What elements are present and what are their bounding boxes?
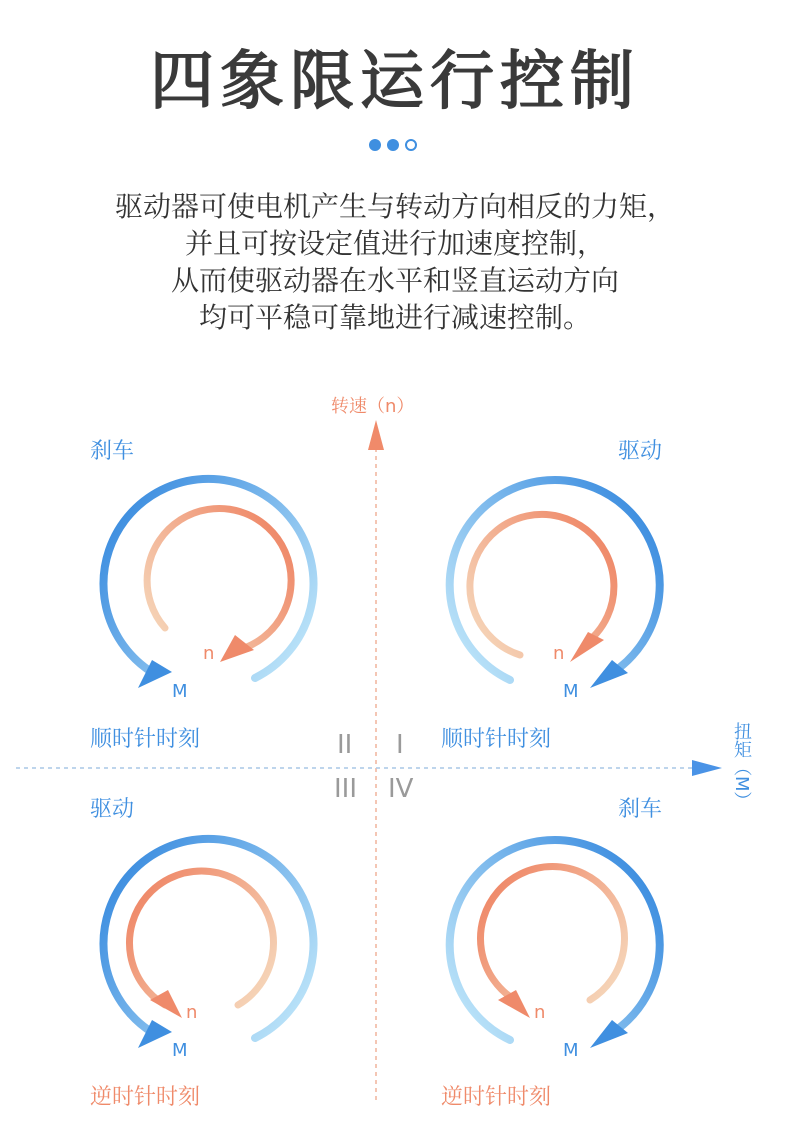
quadrant-3-m-label: M xyxy=(172,1040,188,1061)
quadrant-4-n-label: n xyxy=(534,1002,546,1023)
quadrant-2-n-label: n xyxy=(203,643,215,664)
description-line: 并且可按设定值进行加速度控制， xyxy=(184,227,605,260)
quadrant-1-numeral: I xyxy=(396,730,404,760)
quadrant-1-n-label: n xyxy=(553,643,565,664)
quadrant-4-m-label: M xyxy=(563,1040,579,1061)
quadrant-2-m-label: M xyxy=(172,681,188,702)
description-line: 驱动器可使电机产生与转动方向相反的力矩， xyxy=(114,190,675,223)
quadrant-4-numeral: IV xyxy=(388,774,414,804)
page-title: 四象限运行控制 xyxy=(150,45,640,119)
x-axis-label: 扭矩（M） xyxy=(731,722,752,810)
quadrant-1-m-label: M xyxy=(563,681,579,702)
description-line: 均可平稳可靠地进行减速控制。 xyxy=(198,301,591,334)
description-line: 从而使驱动器在水平和竖直运动方向 xyxy=(170,264,619,297)
quadrant-3-n-label: n xyxy=(186,1002,198,1023)
quadrant-1-rotation: 顺时针时刻 xyxy=(441,727,552,752)
quadrant-1-mode: 驱动 xyxy=(618,439,663,464)
quadrant-4-rotation: 逆时针时刻 xyxy=(441,1085,552,1110)
quadrant-2-rotation: 顺时针时刻 xyxy=(90,727,201,752)
quadrant-4-mode: 刹车 xyxy=(618,797,663,822)
quadrant-3-rotation-graphic xyxy=(103,839,313,1048)
quadrant-4-rotation-graphic xyxy=(450,840,660,1048)
x-axis-arrow-icon xyxy=(692,760,722,776)
quadrant-3-numeral: III xyxy=(334,774,358,804)
quadrant-3-rotation: 逆时针时刻 xyxy=(90,1085,201,1110)
quadrant-2-mode: 刹车 xyxy=(90,439,135,464)
y-axis-arrow-icon xyxy=(368,420,384,450)
quadrant-2-numeral: II xyxy=(337,730,353,760)
quadrant-3-mode: 驱动 xyxy=(90,797,135,822)
y-axis-label: 转速（n） xyxy=(331,396,415,417)
